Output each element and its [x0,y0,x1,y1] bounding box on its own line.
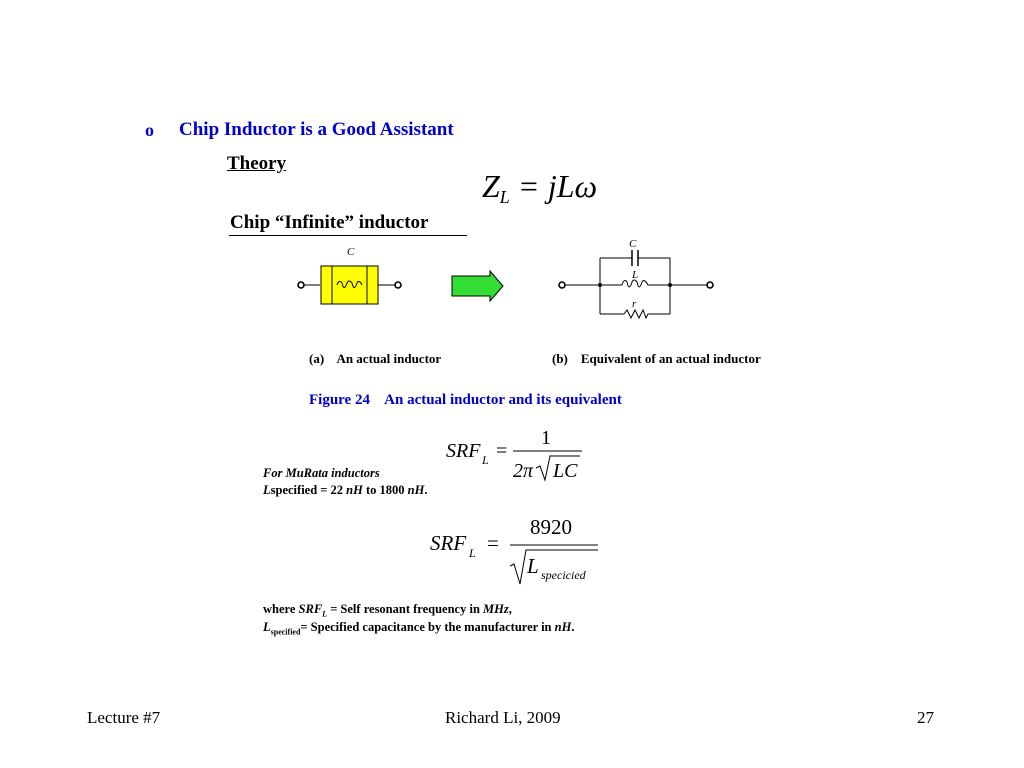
eq3-lhs-sub: L [469,546,476,560]
chip-body [321,266,378,304]
equivalent-circuit-diagram [559,238,713,318]
chip-c-label: C [347,246,355,258]
srf-formula-1 [440,420,590,485]
w2-unit: nH [554,620,572,634]
w1-text: = Self resonant frequency in [327,602,484,616]
caption-b: (b) Equivalent of an actual inductor [552,351,761,366]
w1-end: , [508,602,512,616]
terminal-right-b [707,282,713,288]
chip-inductor-title: Chip “Infinite” inductor [230,212,429,233]
eq3-numerator: 8920 [530,515,572,539]
w1-prefix: where [263,602,299,616]
eq2-lhs: SRF [446,440,481,462]
eq3-denominator-sub: specicied [541,568,586,582]
lspec-unit2: nH [407,483,425,497]
inductor-l-label: L [632,269,639,281]
murata-note-line2 [263,483,427,498]
terminal-right-a [395,282,401,288]
eq2-denominator-coef: 2π [513,460,534,482]
cap-c-label: C [629,238,637,250]
eq1-rhs: jLω [547,168,598,204]
eq3-denominator-var: L [527,554,539,578]
eq2-equals: = [496,440,508,462]
eq2-lhs-sub: L [482,453,489,467]
actual-inductor-diagram [298,246,401,304]
footer-page-number: 27 [917,708,934,727]
w2-sub: specified [270,627,301,637]
caption-a: (a) An actual inductor [309,351,442,366]
inductor-circuit-diagram [280,232,740,332]
where-note-line2 [263,620,574,637]
w1-unit: MHz [483,602,509,616]
w2-var: L [263,620,271,634]
theory-subheading: Theory [227,153,287,174]
eq1-lhs: Z [482,168,500,204]
eq2-numerator: 1 [541,427,551,449]
inductor-coil-icon [622,280,648,287]
lspec-var: L [263,483,271,497]
resistor-icon [624,310,648,318]
srf-formula-2 [425,510,605,590]
lspec-unit1: nH [346,483,363,497]
eq3-equals: = [487,531,499,555]
slide-heading: Chip Inductor is a Good Assistant [179,119,454,140]
arrow-right-icon [452,271,503,301]
murata-note-line1: For MuRata inductors [263,466,380,480]
w2-end: . [571,620,575,634]
where-note-line1 [263,602,512,619]
footer-author: Richard Li, 2009 [445,708,561,727]
eq2-denominator-rad: LC [553,460,578,482]
w2-text: = Specified capacitance by the manufacturer in [300,620,555,634]
lspec-end: . [424,483,428,497]
impedance-equation [482,168,597,208]
terminal-left-a [298,282,304,288]
lspec-to: to 1800 [362,483,408,497]
footer-lecture: Lecture #7 [87,708,161,727]
eq1-lhs-sub: L [499,187,510,207]
bullet-marker: o [145,120,154,140]
resistor-r-label: r [632,298,637,310]
eq1-equals: = [519,168,538,204]
lspec-middle: specified = 22 [270,483,347,497]
terminal-left-b [559,282,565,288]
w1-sub-text: L [322,609,328,619]
w1-var: SRF [298,602,323,616]
figure-caption: Figure 24 An actual inductor and its equivalent [309,392,622,408]
eq3-lhs: SRF [430,531,467,555]
